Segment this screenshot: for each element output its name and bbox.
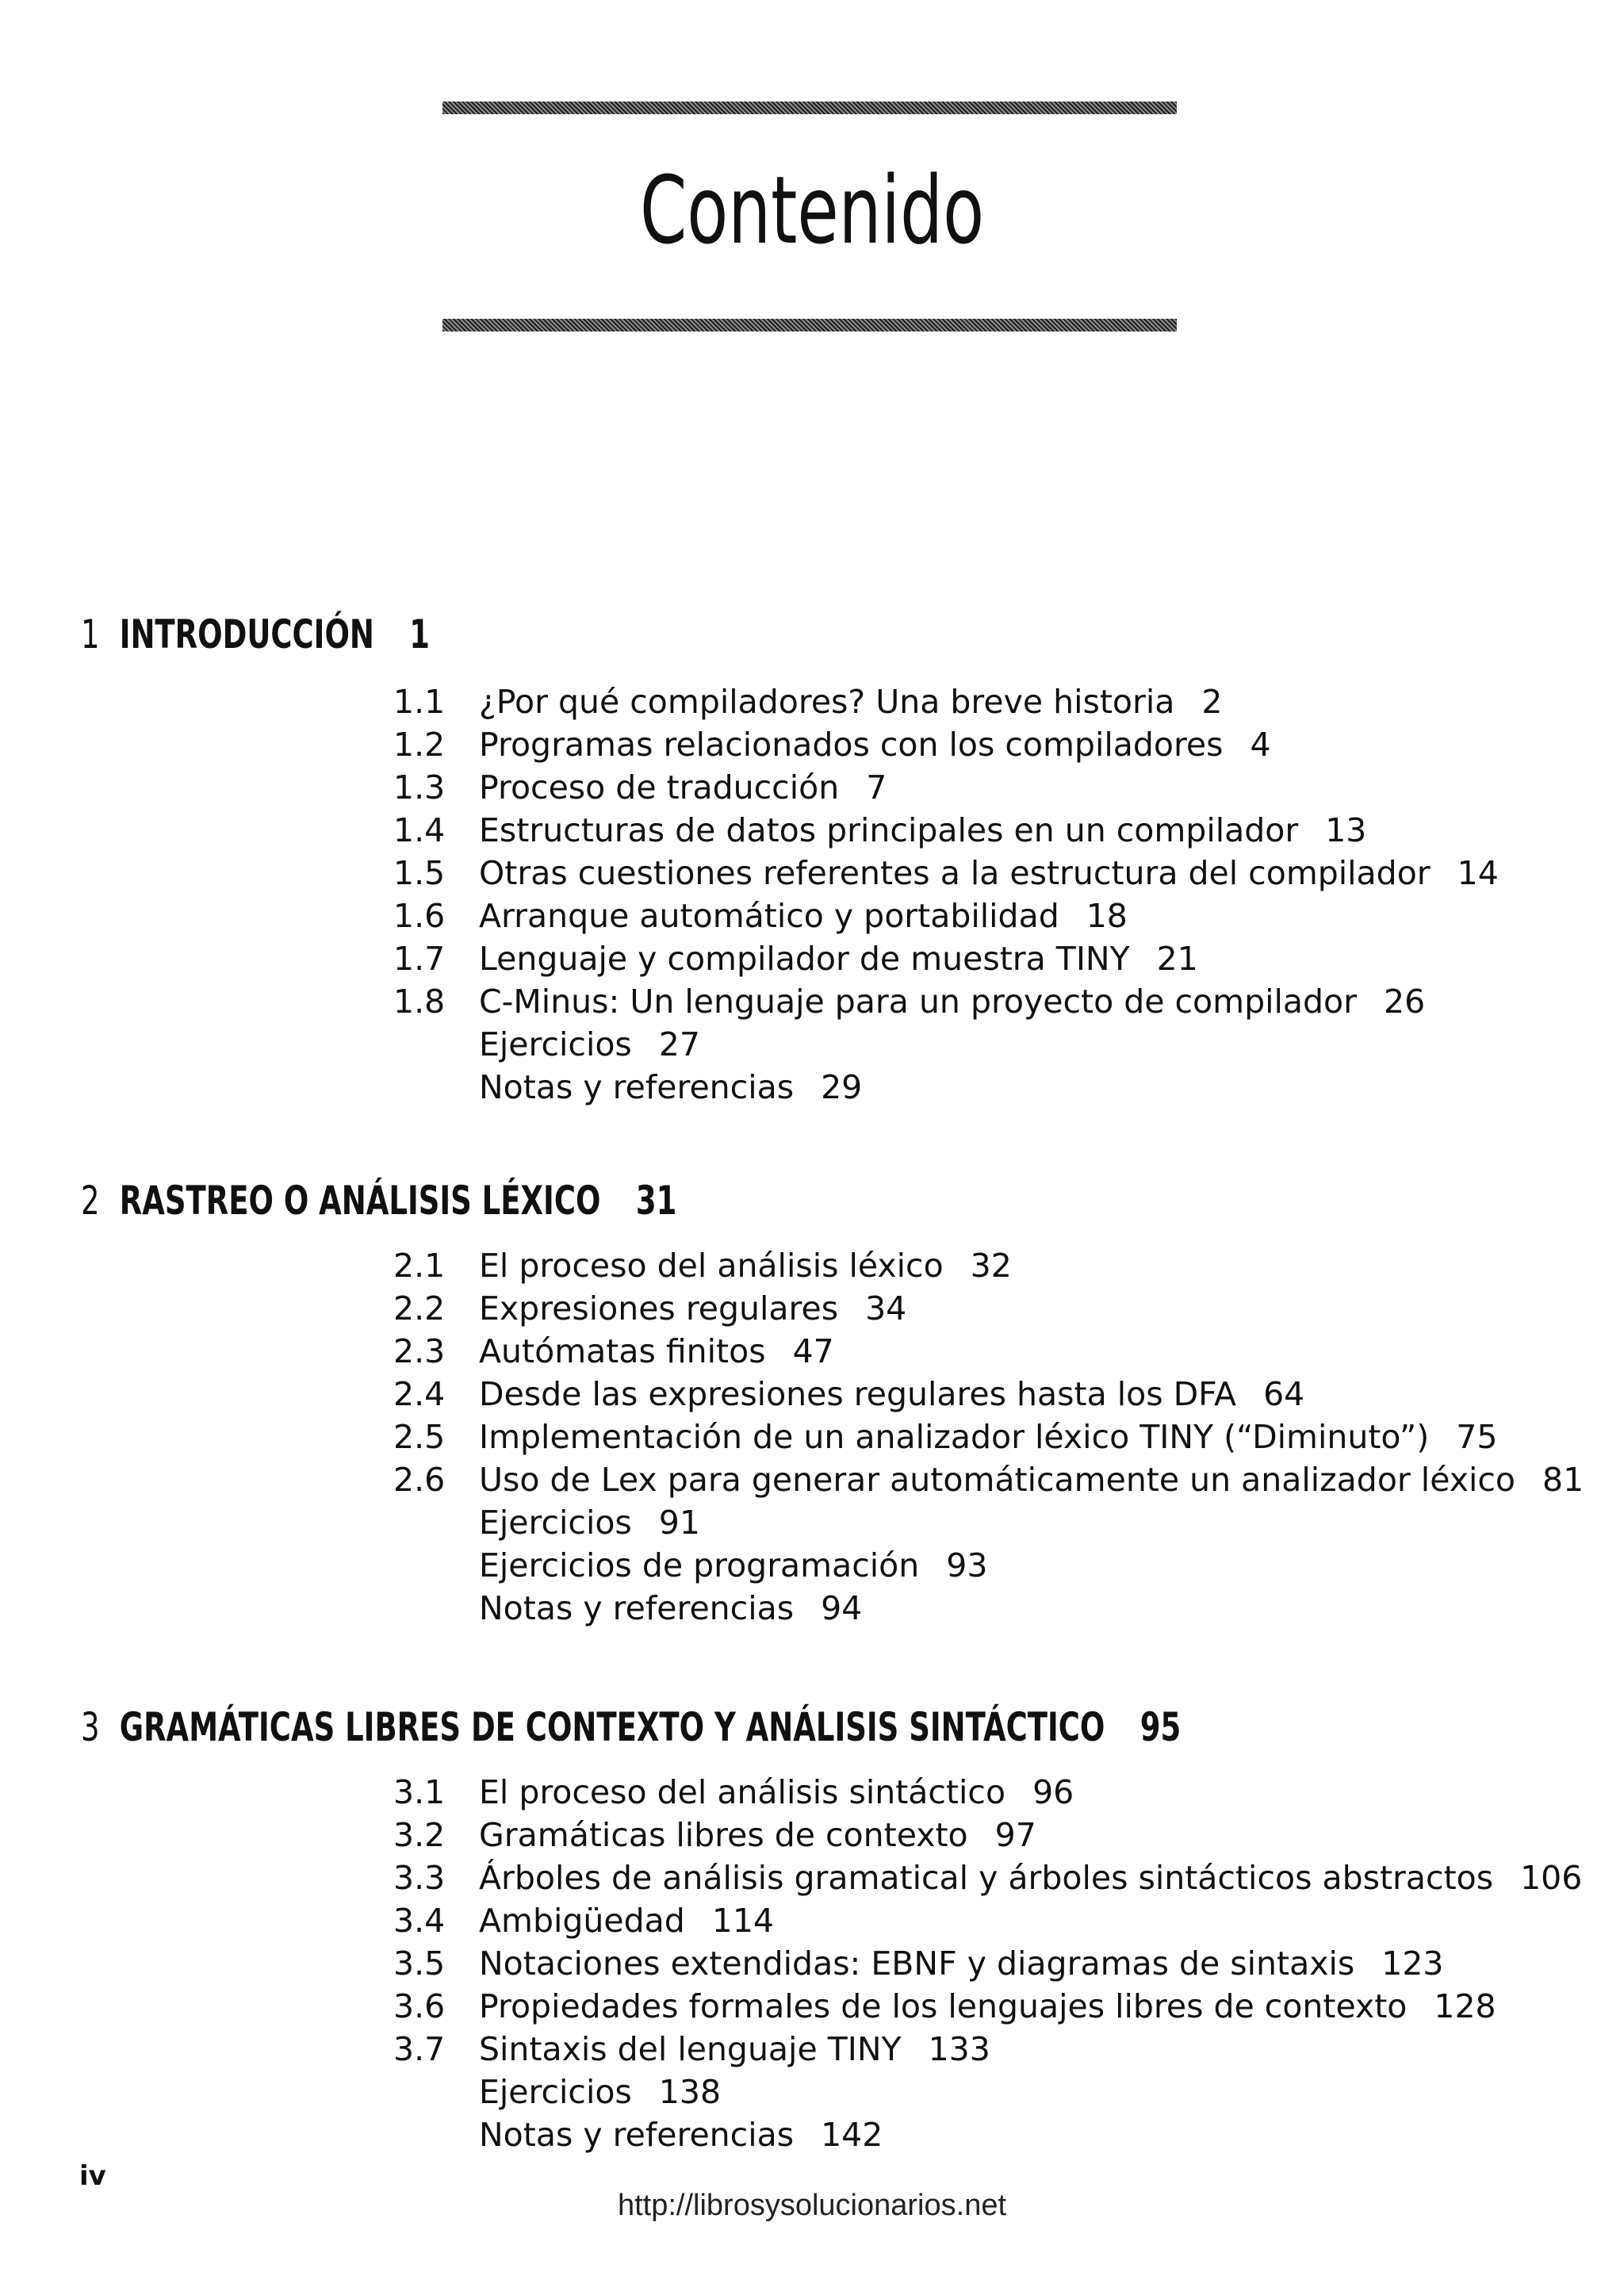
toc-entry <box>0 1985 1624 2028</box>
chapter-number: 3 <box>81 1704 100 1750</box>
chapter-title: GRAMÁTICAS LIBRES DE CONTEXTO Y ANÁLISIS SINTÁCTICO <box>119 1704 1105 1750</box>
section-title: Uso de Lex para generar automáticamente un analizador léxico <box>479 1461 1515 1499</box>
section-title: Ejercicios <box>479 2073 632 2111</box>
toc-entry <box>0 980 1624 1023</box>
section-page: 133 <box>928 2030 990 2068</box>
section-page: 106 <box>1520 1859 1583 1897</box>
chapter-title: INTRODUCCIÓN <box>119 611 374 657</box>
chapter-1-heading <box>81 609 430 660</box>
section-title: Programas relacionados con los compiladores <box>479 726 1224 764</box>
section-page: 128 <box>1434 1987 1496 2025</box>
toc-entry <box>0 1587 1624 1630</box>
section-title: C-Minus: Un lenguaje para un proyecto de compilador <box>479 983 1357 1021</box>
section-title: Lenguaje y compilador de muestra TINY <box>479 940 1130 978</box>
section-title-line <box>479 1544 987 1587</box>
section-title-line <box>479 1458 1584 1501</box>
section-number: 3.7 <box>393 2030 446 2068</box>
section-number: 3.5 <box>393 1944 446 1983</box>
section-title: Sintaxis del lenguaje TINY <box>479 2030 902 2068</box>
section-page: 14 <box>1457 854 1499 892</box>
section-title-line <box>479 1066 862 1109</box>
section-page: 34 <box>865 1289 907 1328</box>
toc-entry <box>0 1066 1624 1109</box>
toc-entry <box>0 766 1624 809</box>
section-number: 2.3 <box>393 1332 446 1370</box>
toc-entry <box>0 1023 1624 1066</box>
section-number: 2.6 <box>393 1461 446 1499</box>
section-title: Arranque automático y portabilidad <box>479 897 1059 935</box>
section-title-line <box>479 1771 1074 1814</box>
section-page: 29 <box>821 1068 863 1106</box>
toc-entry <box>0 852 1624 895</box>
toc-entry <box>0 1287 1624 1330</box>
section-page: 138 <box>658 2073 722 2111</box>
title-rule-top <box>442 102 1177 114</box>
section-number: 1.1 <box>393 683 446 721</box>
section-number: 3.2 <box>393 1816 446 1854</box>
section-title: Propiedades formales de los lenguajes libres de contexto <box>479 1987 1408 2025</box>
section-title: El proceso del análisis léxico <box>479 1247 944 1285</box>
toc-entry <box>0 1244 1624 1287</box>
toc-entry <box>0 2113 1624 2156</box>
chapter-3-sections <box>0 1771 1624 2156</box>
section-title: Ejercicios <box>479 1504 632 1542</box>
section-title-line <box>479 2028 990 2071</box>
section-page: 2 <box>1201 683 1223 721</box>
toc-entry <box>0 1416 1624 1458</box>
section-number: 2.2 <box>393 1289 446 1328</box>
section-number: 1.7 <box>393 940 446 978</box>
toc-entry <box>0 895 1624 937</box>
title-rule-bottom <box>442 319 1177 331</box>
section-page: 64 <box>1263 1375 1305 1413</box>
section-page: 93 <box>946 1546 988 1584</box>
chapter-2-sections <box>0 1244 1624 1630</box>
section-title: Notaciones extendidas: EBNF y diagramas de sintaxis <box>479 1944 1355 1983</box>
section-page: 21 <box>1156 940 1198 978</box>
section-number: 2.5 <box>393 1418 446 1456</box>
section-title-line <box>479 2113 883 2156</box>
section-title-line <box>479 766 887 809</box>
section-page: 32 <box>970 1247 1012 1285</box>
chapter-title: RASTREO O ANÁLISIS LÉXICO <box>119 1178 601 1224</box>
toc-entry <box>0 2028 1624 2071</box>
chapter-1-sections <box>0 680 1624 1109</box>
toc-entry <box>0 1899 1624 1942</box>
section-title-line <box>479 1416 1497 1458</box>
section-title-line <box>479 1501 700 1544</box>
section-page: 13 <box>1325 811 1367 849</box>
section-title-line <box>479 1023 700 1066</box>
section-number: 3.6 <box>393 1987 446 2025</box>
section-title-line <box>479 895 1128 937</box>
section-number: 1.5 <box>393 854 446 892</box>
section-title: Proceso de traducción <box>479 768 840 807</box>
section-title-line <box>479 680 1222 723</box>
section-title: ¿Por qué compiladores? Una breve historia <box>479 683 1175 721</box>
section-page: 94 <box>821 1589 863 1627</box>
section-title: Desde las expresiones regulares hasta los DFA <box>479 1375 1237 1413</box>
section-page: 75 <box>1456 1418 1498 1456</box>
section-page: 81 <box>1542 1461 1584 1499</box>
section-number: 3.3 <box>393 1859 446 1897</box>
section-title-line <box>479 1244 1012 1287</box>
section-page: 114 <box>711 1902 775 1940</box>
section-number: 2.4 <box>393 1375 446 1413</box>
toc-entry <box>0 1501 1624 1544</box>
section-title-line <box>479 1899 774 1942</box>
toc-entry <box>0 1544 1624 1587</box>
section-title: Ejercicios de programación <box>479 1546 920 1584</box>
section-title-line <box>479 1985 1496 2028</box>
chapter-2-heading <box>81 1175 676 1226</box>
footer-url: http://librosysolucionarios.net <box>617 2189 1007 2222</box>
section-number: 3.1 <box>393 1773 446 1811</box>
section-page: 96 <box>1032 1773 1074 1811</box>
section-title-line <box>479 852 1499 895</box>
section-page: 26 <box>1383 983 1426 1021</box>
toc-entry <box>0 1330 1624 1373</box>
section-title: Notas y referencias <box>479 1068 795 1106</box>
toc-entry <box>0 1373 1624 1416</box>
section-title-line <box>479 1373 1304 1416</box>
chapter-3-heading <box>81 1702 1181 1753</box>
section-number: 2.1 <box>393 1247 446 1285</box>
section-page: 91 <box>658 1504 700 1542</box>
section-title: Ejercicios <box>479 1025 632 1063</box>
chapter-page: 95 <box>1139 1704 1182 1750</box>
chapter-page: 1 <box>409 611 431 657</box>
section-title-line <box>479 809 1366 852</box>
section-number: 1.3 <box>393 768 446 807</box>
section-title-line <box>479 1587 862 1630</box>
page-folio: iv <box>79 2160 106 2192</box>
section-title: Gramáticas libres de contexto <box>479 1816 968 1854</box>
section-page: 123 <box>1381 1944 1444 1983</box>
section-number: 1.8 <box>393 983 446 1021</box>
section-title: Notas y referencias <box>479 1589 795 1627</box>
section-title: Ambigüedad <box>479 1902 685 1940</box>
section-title-line <box>479 980 1425 1023</box>
section-title-line <box>479 1330 834 1373</box>
chapter-number: 1 <box>81 611 100 657</box>
toc-entry <box>0 1856 1624 1899</box>
toc-entry <box>0 1814 1624 1856</box>
toc-entry <box>0 1771 1624 1814</box>
section-title-line <box>479 1814 1036 1856</box>
toc-entry <box>0 1458 1624 1501</box>
section-title-line <box>479 1856 1582 1899</box>
section-title: El proceso del análisis sintáctico <box>479 1773 1006 1811</box>
section-title: Árboles de análisis gramatical y árboles sintácticos abstractos <box>479 1859 1494 1897</box>
section-page: 97 <box>994 1816 1036 1854</box>
section-page: 47 <box>792 1332 834 1370</box>
section-page: 7 <box>866 768 887 807</box>
chapter-page: 31 <box>635 1178 677 1224</box>
toc-entry <box>0 809 1624 852</box>
toc-entry <box>0 723 1624 766</box>
section-title-line <box>479 1942 1444 1985</box>
section-number: 1.4 <box>393 811 446 849</box>
section-page: 27 <box>658 1025 700 1063</box>
section-title: Implementación de un analizador léxico TINY (“Diminuto”) <box>479 1418 1430 1456</box>
section-title-line <box>479 723 1271 766</box>
section-page: 4 <box>1250 726 1271 764</box>
section-page: 18 <box>1086 897 1128 935</box>
toc-entry <box>0 937 1624 980</box>
chapter-number: 2 <box>81 1178 100 1224</box>
section-title: Otras cuestiones referentes a la estructura del compilador <box>479 854 1431 892</box>
toc-entry <box>0 2071 1624 2113</box>
section-title: Estructuras de datos principales en un compilador <box>479 811 1299 849</box>
section-title: Expresiones regulares <box>479 1289 839 1328</box>
section-title: Autómatas finitos <box>479 1332 766 1370</box>
section-title-line <box>479 1287 906 1330</box>
section-number: 1.6 <box>393 897 446 935</box>
section-title-line <box>479 2071 721 2113</box>
section-title-line <box>479 937 1198 980</box>
section-number: 1.2 <box>393 726 446 764</box>
toc-entry <box>0 1942 1624 1985</box>
toc-entry <box>0 680 1624 723</box>
section-title: Notas y referencias <box>479 2116 795 2154</box>
page-title: Contenido <box>639 155 985 265</box>
section-page: 142 <box>821 2116 883 2154</box>
section-number: 3.4 <box>393 1902 446 1940</box>
